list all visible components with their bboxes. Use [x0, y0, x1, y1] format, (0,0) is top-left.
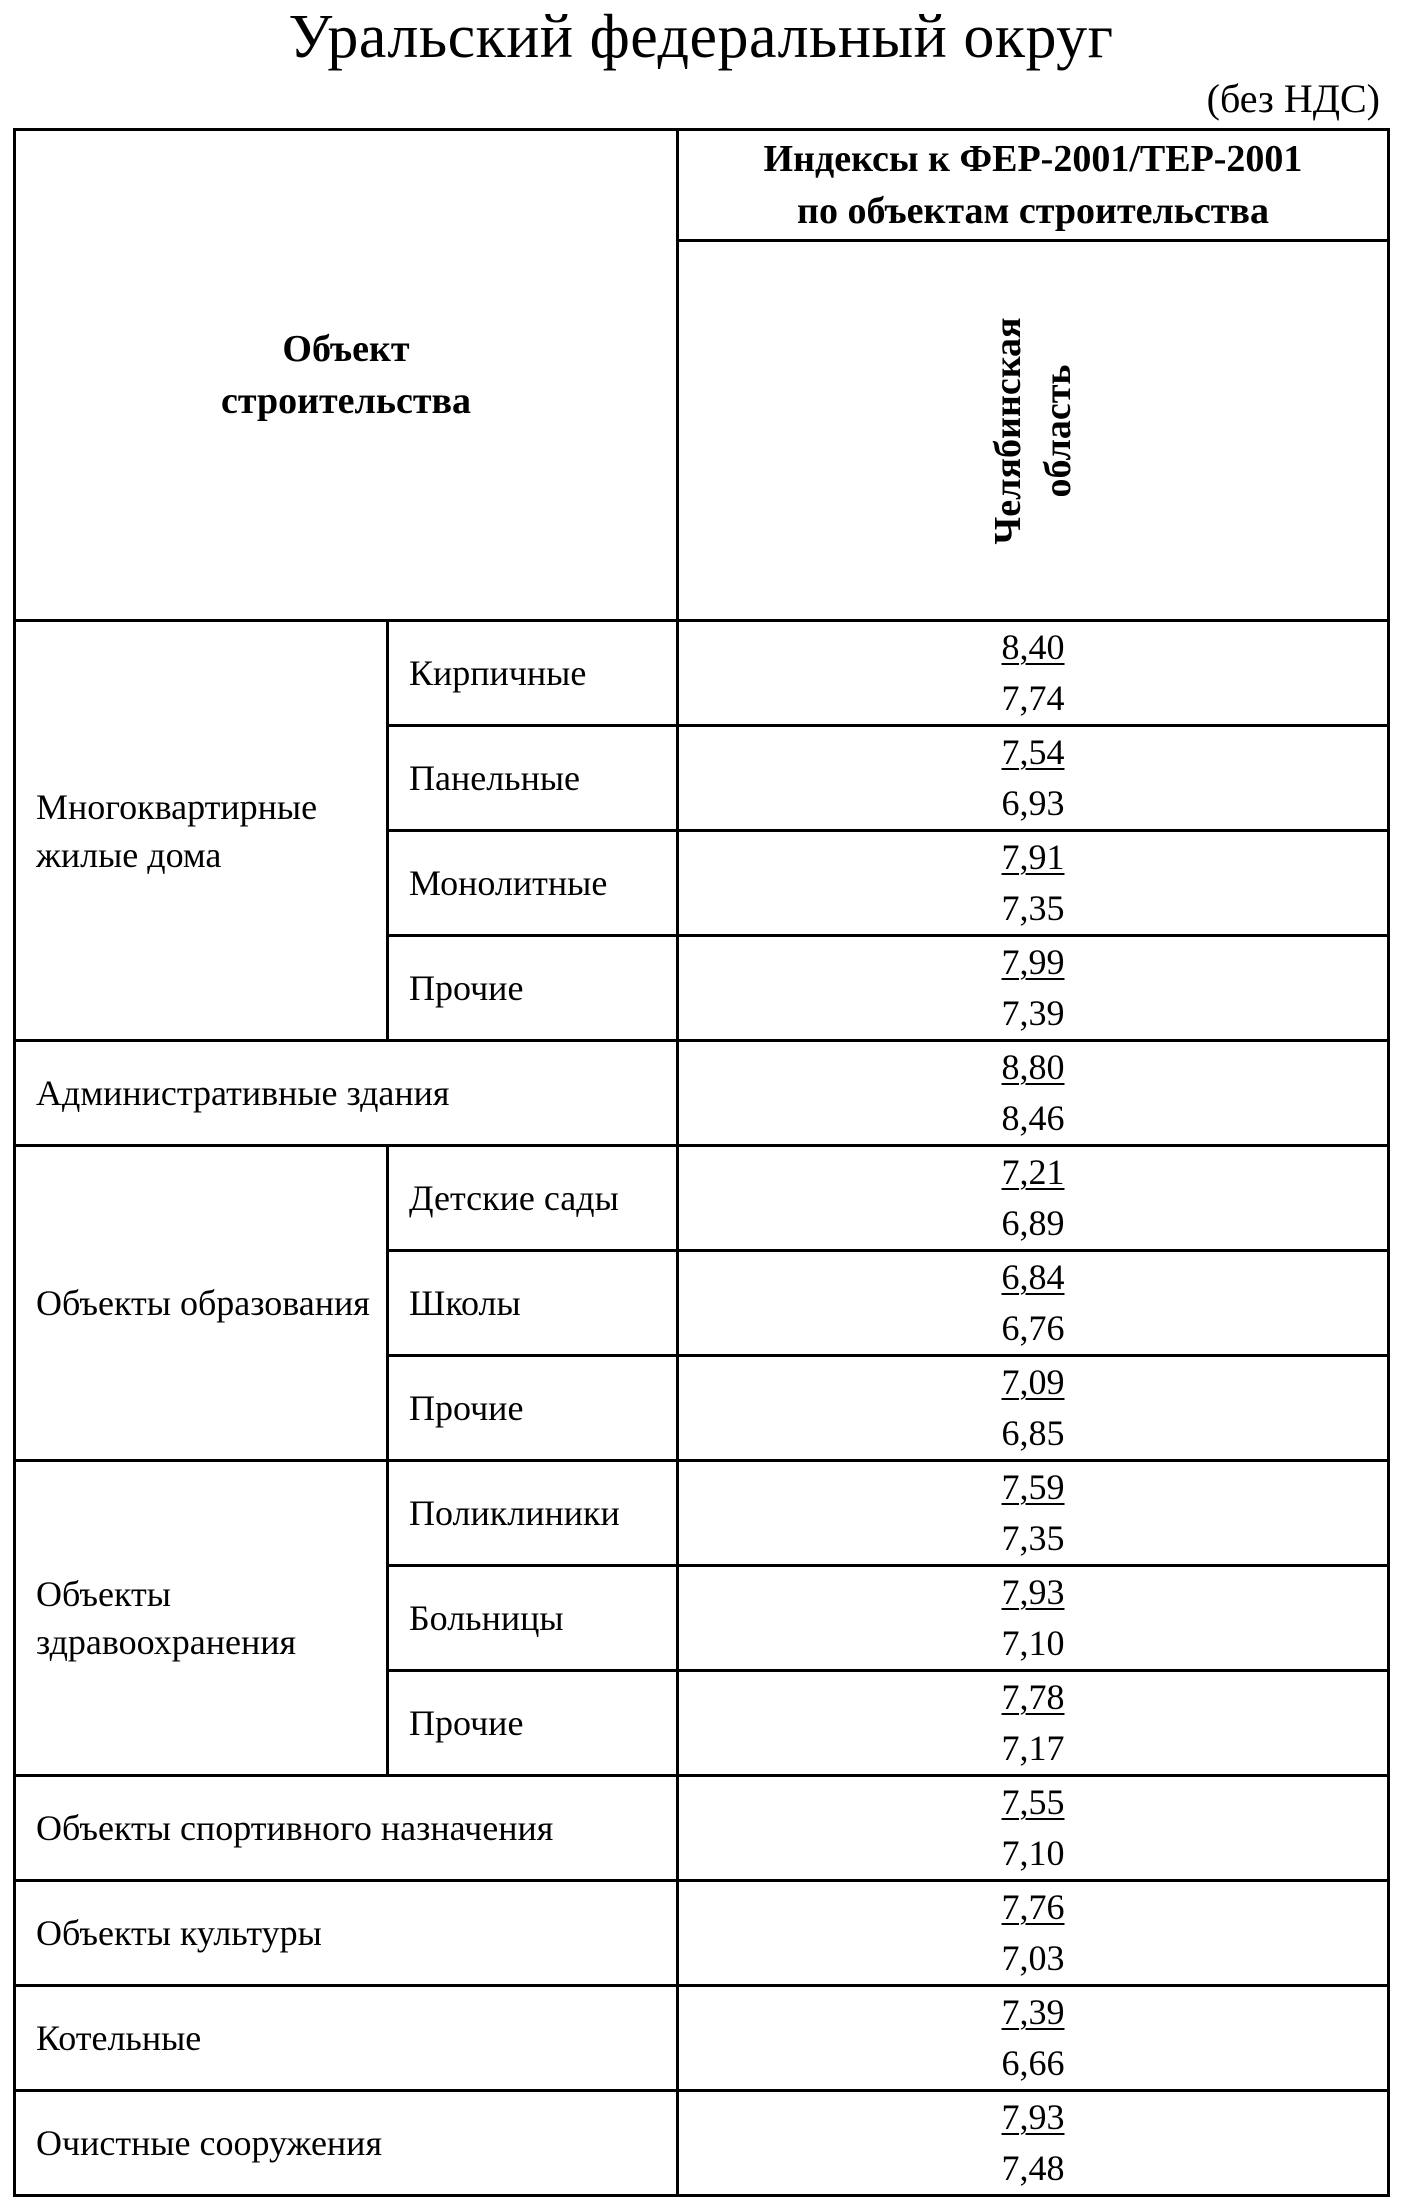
header-indexes-line1: Индексы к ФЕР-2001/ТЕР-2001	[763, 138, 1303, 181]
header-indexes	[678, 130, 1389, 241]
object-label: Очистные сооружения	[15, 2091, 678, 2196]
ter-value: 7,35	[1001, 888, 1065, 928]
fer-value: 7,21	[1001, 1152, 1065, 1192]
ter-value: 6,76	[1001, 1308, 1065, 1348]
fer-value: 7,76	[1001, 1887, 1065, 1927]
index-cell	[678, 2091, 1389, 2196]
table-row	[15, 1146, 1389, 1251]
region-label	[983, 317, 1083, 544]
fer-value: 7,99	[1001, 942, 1065, 982]
header-region	[678, 241, 1389, 621]
group-label: Объекты образования	[15, 1146, 388, 1461]
table-row	[15, 621, 1389, 726]
index-cell	[678, 1461, 1389, 1566]
subtype-label: Панельные	[388, 726, 678, 831]
header-object-line2: строительства	[220, 380, 472, 422]
fer-value: 8,40	[1001, 627, 1065, 667]
table-row	[15, 1041, 1389, 1146]
index-cell	[678, 1251, 1389, 1356]
vat-note: (без НДС)	[1206, 76, 1380, 121]
fer-value: 7,54	[1001, 732, 1065, 772]
subtype-label: Прочие	[388, 1356, 678, 1461]
index-cell	[678, 1881, 1389, 1986]
index-cell	[678, 726, 1389, 831]
fer-value: 7,93	[1001, 2097, 1065, 2137]
fer-value: 7,91	[1001, 837, 1065, 877]
subtype-label: Больницы	[388, 1566, 678, 1671]
ter-value: 7,35	[1001, 1518, 1065, 1558]
table-row	[15, 2091, 1389, 2196]
table-row	[15, 1776, 1389, 1881]
header-object-line1: Объект	[282, 328, 410, 370]
fer-value: 7,39	[1001, 1992, 1065, 2032]
header-indexes-line2: по объектам строительства	[797, 190, 1269, 233]
index-cell	[678, 1041, 1389, 1146]
subtype-label: Монолитные	[388, 831, 678, 936]
object-label: Административные здания	[15, 1041, 678, 1146]
index-table	[13, 128, 1390, 2197]
index-cell	[678, 831, 1389, 936]
header-object	[15, 130, 678, 621]
ter-value: 7,10	[1001, 1833, 1065, 1873]
table-row	[15, 1461, 1389, 1566]
ter-value: 7,48	[1001, 2148, 1065, 2188]
object-label: Объекты культуры	[15, 1881, 678, 1986]
index-cell	[678, 1776, 1389, 1881]
index-cell	[678, 1671, 1389, 1776]
ter-value: 7,74	[1001, 678, 1065, 718]
ter-value: 7,10	[1001, 1623, 1065, 1663]
fer-value: 7,55	[1001, 1782, 1065, 1822]
fer-value: 7,78	[1001, 1677, 1065, 1717]
index-cell	[678, 1356, 1389, 1461]
index-cell	[678, 1986, 1389, 2091]
index-cell	[678, 1146, 1389, 1251]
ter-value: 8,46	[1001, 1098, 1065, 1138]
ter-value: 7,39	[1001, 993, 1065, 1033]
index-cell	[678, 1566, 1389, 1671]
subtype-label: Школы	[388, 1251, 678, 1356]
region-line2: область	[1037, 364, 1079, 498]
subtype-label: Поликлиники	[388, 1461, 678, 1566]
index-cell	[678, 621, 1389, 726]
ter-value: 6,85	[1001, 1413, 1065, 1453]
group-label: Многоквартирные жилые дома	[15, 621, 388, 1041]
index-cell	[678, 936, 1389, 1041]
object-label: Котельные	[15, 1986, 678, 2091]
subtype-label: Кирпичные	[388, 621, 678, 726]
ter-value: 7,17	[1001, 1728, 1065, 1768]
fer-value: 7,59	[1001, 1467, 1065, 1507]
table-row	[15, 1986, 1389, 2091]
ter-value: 6,93	[1001, 783, 1065, 823]
fer-value: 7,09	[1001, 1362, 1065, 1402]
region-line1: Челябинская	[987, 317, 1029, 545]
ter-value: 6,89	[1001, 1203, 1065, 1243]
fer-value: 7,93	[1001, 1572, 1065, 1612]
fer-value: 6,84	[1001, 1257, 1065, 1297]
table-row	[15, 1881, 1389, 1986]
subtype-label: Прочие	[388, 936, 678, 1041]
object-label: Объекты спортивного назначения	[15, 1776, 678, 1881]
subtype-label: Детские сады	[388, 1146, 678, 1251]
subtype-label: Прочие	[388, 1671, 678, 1776]
fer-value: 8,80	[1001, 1047, 1065, 1087]
ter-value: 6,66	[1001, 2043, 1065, 2083]
page-title: Уральский федеральный округ	[288, 3, 1114, 71]
group-label: Объекты здравоохранения	[15, 1461, 388, 1776]
ter-value: 7,03	[1001, 1938, 1065, 1978]
